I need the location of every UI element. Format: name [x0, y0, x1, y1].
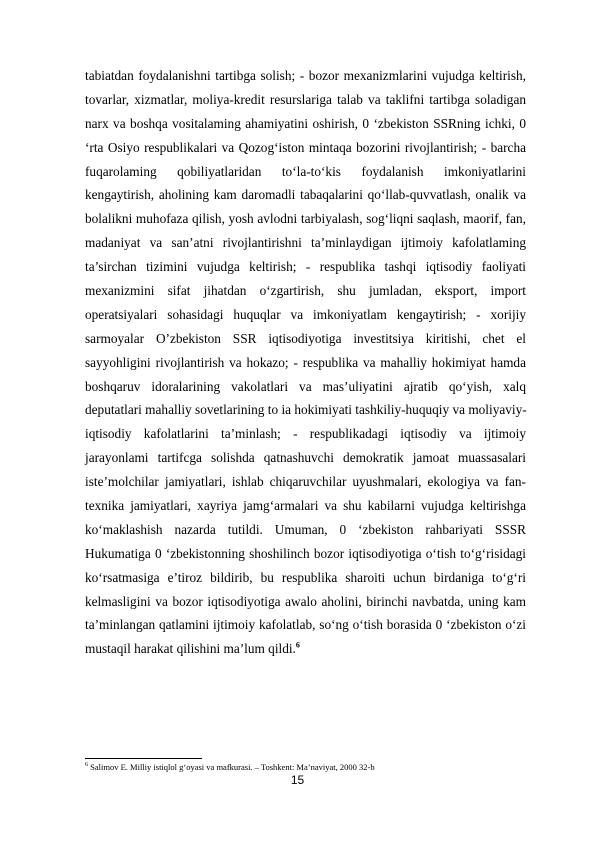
text-line: sarmoyalar O’zbekiston SSR iqtisodiyotiga investitsiya kiritishi, chet el [85, 330, 526, 346]
text-line: jarayonlami tartifcga solishda qatnashuvchi demokratik jamoat muassasalari [85, 450, 526, 466]
body-paragraph [85, 64, 526, 661]
text-line: Hukumatiga 0 ‘zbekistonning shoshilinch bozor iqtisodiyotiga o‘tish to‘g‘risidagi [85, 545, 526, 561]
footnote-reference[interactable]: 6 [295, 640, 300, 650]
page-number: 15 [290, 773, 305, 787]
text-line: mexanizmini sifat jihatdan o‘zgartirish, shu jumladan, eksport, import [85, 283, 526, 299]
text-line: ta’sirchan tizimini vujudga keltirish; - respublika tashqi iqtisodiy faoliyati [85, 259, 526, 275]
text-line: tovarlar, xizmatlar, moliya-kredit resurslariga talab va taklifni tartibga soladigan [85, 91, 526, 107]
text-line: madaniyat va san’atni rivojlantirishni ta’minlaydigan ijtimoiy kafolatlaming [85, 235, 526, 251]
text-line: sayyohligini rivojlantirish va hokazo; - respublika va mahalliy hokimiyat hamda [85, 354, 526, 370]
text-line: kelmasligini va bozor iqtisodiyotiga awalo aholini, birinchi navbatda, uning kam [85, 593, 526, 609]
footnote [85, 762, 375, 772]
text-line: ‘rta Osiyo respublikalari va Qozog‘iston mintaqa bozorini rivojlantirish; - barcha [85, 139, 526, 155]
text-line: fuqarolaming qobiliyatlaridan to‘la-to‘kis foydalanish imkoniyatlarini [85, 163, 526, 179]
text-line: operatsiyalari sohasidagi huquqlar va imkoniyatlam kengaytirish; - xorijiy [85, 306, 526, 322]
text-line: kengaytirish, aholining kam daromadli tabaqalarini qo‘llab-quvvatlash, onalik va [85, 187, 526, 203]
text-line: ko‘rsatmasiga e’tiroz bildirib, bu respublika sharoiti uchun birdaniga to‘g‘ri [85, 569, 526, 585]
text-line: boshqaruv idoralarining vakolatlari va mas’uliyatini ajratib qo‘yish, xalq [85, 378, 526, 394]
footnote-text: Salimov E. Milliy istiqlol g‘oyasi va mafkurasi. – Toshkent: Ma’naviyat, 2000 32-b [88, 762, 375, 772]
text-line: texnika jamiyatlari, xayriya jamg‘armalari va shu kabilarni vujudga keltirishga [85, 498, 526, 514]
text-line: narx va boshqa vositalaming ahamiyatini oshirish, 0 ‘zbekiston SSRning ichki, 0 [85, 115, 526, 131]
text-line: iqtisodiy kafolatlarini ta’minlash; - respublikadagi iqtisodiy va ijtimoiy [85, 426, 526, 442]
text-line-last [85, 637, 526, 661]
text-line: tabiatdan foydalanishni tartibga solish; - bozor mexanizmlarini vujudga keltirish, [85, 68, 526, 83]
text-line: deputatlari mahalliy sovetlarining to ia hokimiyati tashkiliy-huquqiy va moliyaviy- [85, 402, 527, 418]
text-line: bolalikni muhofaza qilish, yosh avlodni tarbiyalash, sog‘liqni saqlash, maorif, fan, [85, 211, 526, 227]
text-line: iste’molchilar jamiyatlari, ishlab chiqaruvchilar uyushmalari, ekologiya va fan- [85, 474, 526, 490]
text-line: ko‘maklashish nazarda tutildi. Umuman, 0 ‘zbekiston rahbariyati SSSR [85, 521, 526, 537]
text-line-content: mustaqil harakat qilishini ma’lum qildi. [85, 641, 296, 657]
footnote-number: 6 [85, 762, 88, 769]
footnote-separator [85, 758, 202, 759]
text-line: ta’minlangan qatlamini ijtimoiy kafolatlab, so‘ng o‘tish borasida 0 ‘zbekiston o‘zi [85, 617, 526, 633]
